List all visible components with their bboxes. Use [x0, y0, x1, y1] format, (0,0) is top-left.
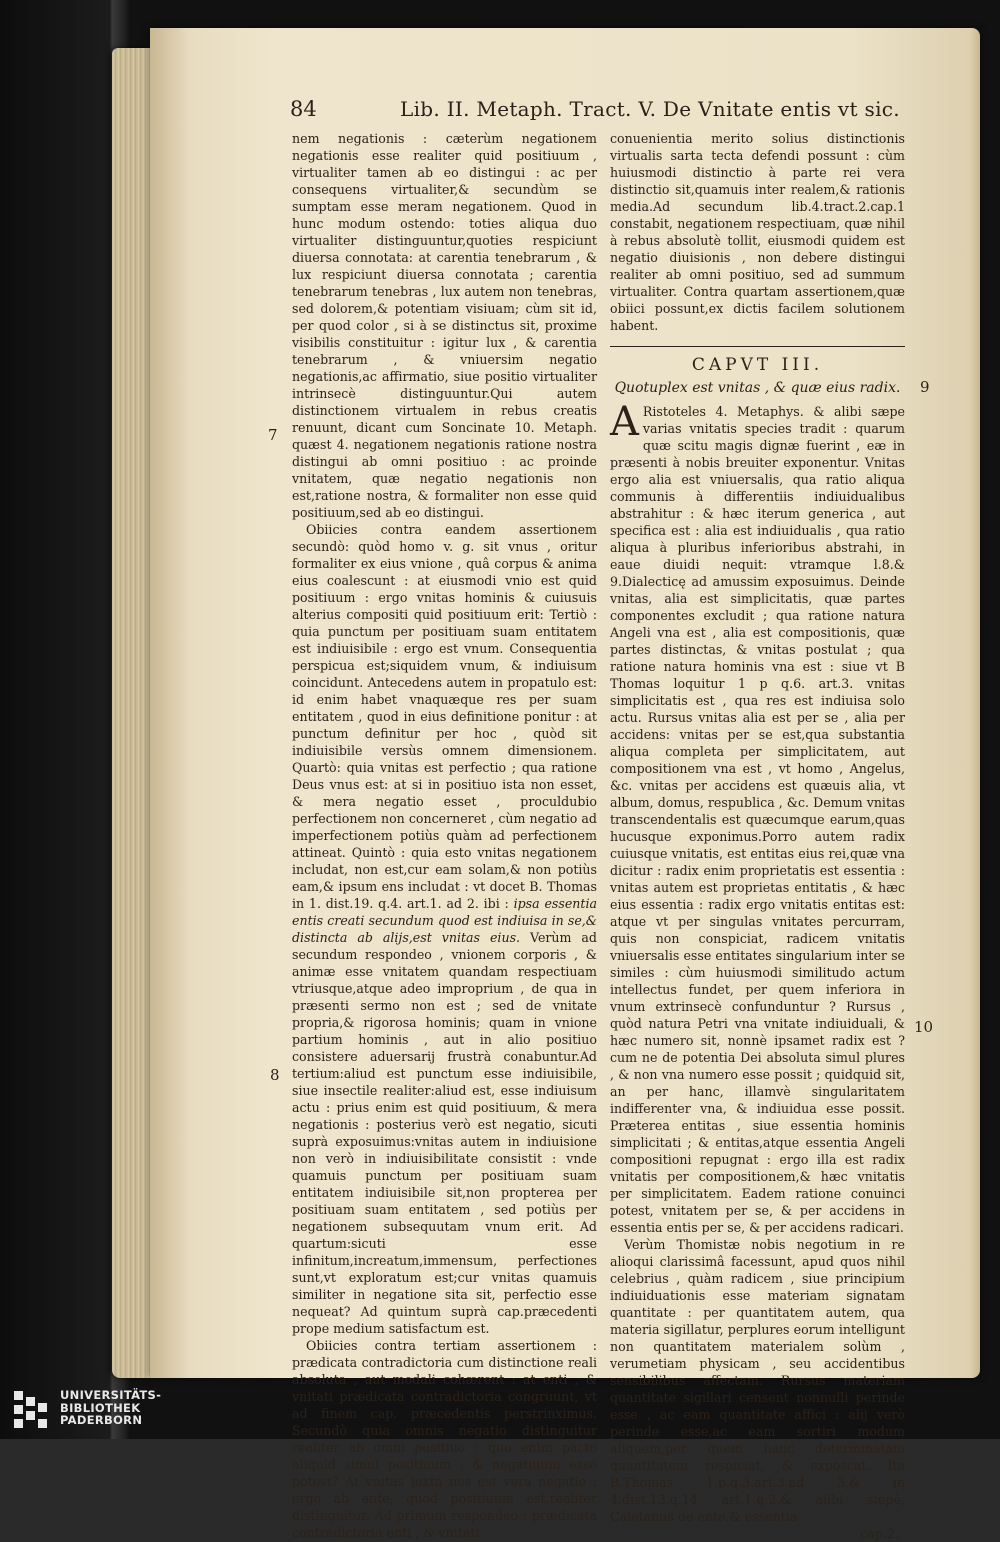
library-name-line-2: BIBLIOTHEK [60, 1400, 141, 1415]
running-title: Lib. II. Metaph. Tract. V. De Vnitate entis vt sic. [400, 97, 900, 121]
library-logo [0, 1387, 200, 1439]
drop-capital: A [610, 399, 639, 445]
left-paragraph-2 [292, 521, 597, 1337]
thomas-quote: ipsa essentia entis creati secundum quod est indiuisa in se,& distincta ab alijs,est vnitas eius. [292, 896, 597, 945]
margin-number-8: 8 [270, 1066, 280, 1084]
library-emblem-icon [14, 1391, 52, 1429]
catchword: cap.2. [860, 1526, 899, 1541]
page-number: 84 [290, 97, 317, 121]
right-paragraph-3: Verùm Thomistæ nobis negotium in re alioqui clarissimâ facessunt, apud quos nihil celebrius , quàm radicem , siue principium indiuiduationis esse materiam signatam quantitate : per quantitatem autem, qua materia sigillatur, perplures eorum intelligunt non quantitatem materialem solùm , verumetiam physicam , seu accidentibus sensibilibus affectam. Rursus materiam quantitate sigillari censent nonnulli perinde esse , ac eam quantitate affici : alij verò perinde esse,ac eam sortiri modum aliquem,per quem hanc determinatam quantitatem respiciat, & exposcat. Ita B.Thomas 1.p.q.3.art.3.ad 3.& in 4.dist.13.q.14 art.1.q.2.& alibi sæpè, Caietanus de ente,& essentia [610, 1237, 905, 1524]
margin-number-10: 10 [914, 1018, 934, 1036]
left-column [292, 130, 597, 1541]
library-name-line-3: PADERBORN [60, 1413, 143, 1427]
right-paragraph-2-text: Ristoteles 4. Metaphys. & alibi sæpe varias vnitatis species tradit : quarum quæ scitu magis dignæ fuerint , eæ in præsenti à nobis breuiter exponentur. Vnitas ergo alia est vniuersalis, qua ratio aliqua communis à differentiis indiuidualibus abstrahitur : & hæc iterum generica , aut specifica est : alia est indiuidualis , qua ratio aliqua à pluribus inferioribus abstrahi, in eaue diuidi nequit: vtramque l.8.& 9.Dialecticę ad amussim exposuimus. Deinde vnitas, alia est simplicitatis, quæ partes componentes excludit ; qua ratione natura Angeli vna est , alia est compositionis, quæ partes distinctas, & vnitas postulat ; qua ratione natura hominis vna est : siue vt B Thomas loquitur 1 p q.6. art.3. vnitas simplicitatis est , qua res est indiuisa solo actu. Rursus vnitas alia est per se , alia per accidens: vnitas per se est,qua substantia aliqua completa per simplicitatem, aut compositionem vna est , vt homo , Angelus, &c. vnitas per accidens est quæuis alia, vt album, domus, respublica , &c. Demum vnitas transcendentalis est quæcumque earum,quas hucusque exponimus.Porro autem radix cuiusque vnitatis, est entitas eius rei,quæ vna dicitur : radix enim proprietatis est essentia : vnitas autem est proprietas entitatis , & hæc eius essentia : radix ergo vnitatis entitas est: atque vt per singulas vnitates percurram, quis non conspiciat, radicem vnitatis vniuersalis esse entitates singularium inter se similes : cùm huiusmodi similitudo actum intellectus fundet, per quem inferiora in vnum extrinsecè confunduntur ? Rursus , quòd natura Petri vna vnitate indiuiduali, & hæc numero sit, nonnè ipsamet radix est ? cum ne de potentia Dei absoluta simul plures , & non vna numero esse possit ; quidquid sit, an per hanc, illamvè singularitatem indifferenter vna, & indiuidua esse possit. Præterea entitas , siue essentia hominis simplicitati ; & entitas,atque essentia Angeli compositioni repugnat : ergo illa est radix vnitatis per compositionem,& hæc vnitatis per simplicitatem. Eadem ratione conuinci potest, vnitatem per se, & per accidens in essentia entis per se, & per accidens radicari. [610, 404, 905, 1235]
book-page-edges [112, 48, 154, 1378]
running-header [290, 97, 930, 127]
section-divider [610, 346, 905, 347]
right-paragraph-1: conuenientia merito solius distinctionis virtualis sarta tecta defendi possunt : cùm huiusmodi distinctio à parte rei vera distinctio sit,quamuis inter realem,& rationis media.Ad secundum lib.4.tract.2.cap.1 constabit, negationem respectiuam, quæ nihil à rebus absolutè tollit, eiusmodi quidem est negatio diuisionis , non debere distingui realiter ab omni positiuo, sed ad summum virtualiter. Contra quartam assertionem,quæ obiici possunt,ex dictis facilem solutionem habent. [610, 131, 905, 333]
chapter-title: CAPVT III. [691, 355, 824, 375]
margin-number-9: 9 [920, 378, 930, 396]
margin-number-7: 7 [268, 426, 278, 444]
library-name-line-1: UNIVERSITÄTS- [60, 1388, 162, 1402]
left-paragraph-2-text-b: Verùm ad secundum respondeo , vnionem corporis , & animæ esse vnitatem quandam respectiuam vtriusque,atque adeo improprium , de qua in præsenti sermo non est ; sed de vnitate propria,& rigorosa hominis; quam in vnione partium hominis , aut in alio positiuo consistere aduersarij frustrà conabuntur.Ad tertium:aliud est punctum esse indiuisibile, siue insectile realiter:aliud est, esse indiuisum actu : prius enim est quid positiuum, & mera negationis : posterius verò est negatio, sicuti suprà exposuimus:vnitas autem in indiuisione non verò in indiuisibilitate consistit : vnde quamuis punctum per positiuam suam entitatem indiuisibile sit,non propterea per positiuam suam entitatem , sed potiùs per negationem subsequutam vnum erit. Ad quartum:sicuti esse infinitum,increatum,immensum, perfectiones sunt,vt exploratum est;cur vnitas quamuis similiter in negatione sita sit, perfectio esse nequeat? Ad quintum suprà cap.præcedenti prope medium satisfactum est. [292, 930, 597, 1336]
right-paragraph-2 [610, 399, 905, 1236]
chapter-subtitle: Quotuplex est vnitas , & quæ eius radix. [614, 380, 901, 396]
library-name [60, 1389, 161, 1427]
left-paragraph-2-text-a: Obiicies contra eandem assertionem secundò: quòd homo v. g. sit vnus , oritur formaliter ex eius vnione , quâ corpus & anima eius coalescunt : at eiusmodi vnio est quid positiuum : ergo vnitas hominis & cuiusuis alterius compositi quid positiuum erit: Tertiò : quia punctum per positiuam suam entitatem est indiuisibile : ergo est vnum. Consequentia perspicua est;siquidem vnum, & indiuisum coincidunt. Antecedens autem in propatulo est: id enim habet vnaquæque res per suam entitatem , quod in eius definitione ponitur : at punctum definitur per hoc , quòd sit indiuisibile versùs omnem dimensionem. Quartò: quia vnitas est perfectio ; qua ratione Deus vnus est: at si in positiuo ista non esset, & mera negatio esset , proculdubio perfectionem non concerneret , cùm negatio ad imperfectionem potiùs quàm ad perfectionem attineat. Quintò : quia esto vnitas negationem includat, non est,cur eam solam,& non potiùs eam,& ipsum ens includat : vt docet B. Thomas in 1. dist.19. q.4. art.1. ad 2. ibi : [292, 522, 597, 911]
left-paragraph-1: nem negationis : cæterùm negationem negationis esse realiter quid positiuum , virtualiter tamen ab eo distingui : ac per consequens virtualiter,& secundùm se sumptam esse meram negationem. Quod in hunc modum ostendo: toties aliqua duo virtualiter distinguuntur,quoties respiciunt diuersa connotata: at carentia tenebrarum , & lux respiciunt diuersa connotata ; carentia tenebrarum tenebras , lux autem non tenebras, sed dolorem,& potentiam visiuam; cùm sit id, per quod color , si à se distinctus sit, proxime visibilis constituitur : igitur lux , & carentia tenebrarum , & vniuersim negatio negationis,ac affirmatio, siue positio virtualiter intrinsecè distinguuntur.Qui autem distinctionem virtualem in rebus creatis renuunt, dicant cum Soncinate 10. Metaph. quæst 4. negationem negationis ratione nostra distingui ab omni positiuo : ac proinde vnitatem, quæ negatio negationis non est,ratione nostra, & formaliter non esse quid positiuum,sed ab eo distingui. [292, 131, 597, 520]
right-column [610, 130, 905, 1542]
left-paragraph-3: Obiicies contra tertiam assertionem : prædicata contradictoria cum distinctione reali absoluta , aut modali cohærent : at enti , & vnitati prædicata contradictoria congruunt, vt ad finem cap. præcedentis perstrinximus. Secundò quia omnis negatio distinguitur realiter ab omni positiuo : quo enim pacto aliquid simul positiuum , & negatiuum esse potest? At vnitas iuxta nos est vera negatio : ergo ab ente, quod positiuum est,realiter distinguitur. Ad primum respondeo : prædicata contradictoria enti , & vnitati [292, 1338, 597, 1540]
